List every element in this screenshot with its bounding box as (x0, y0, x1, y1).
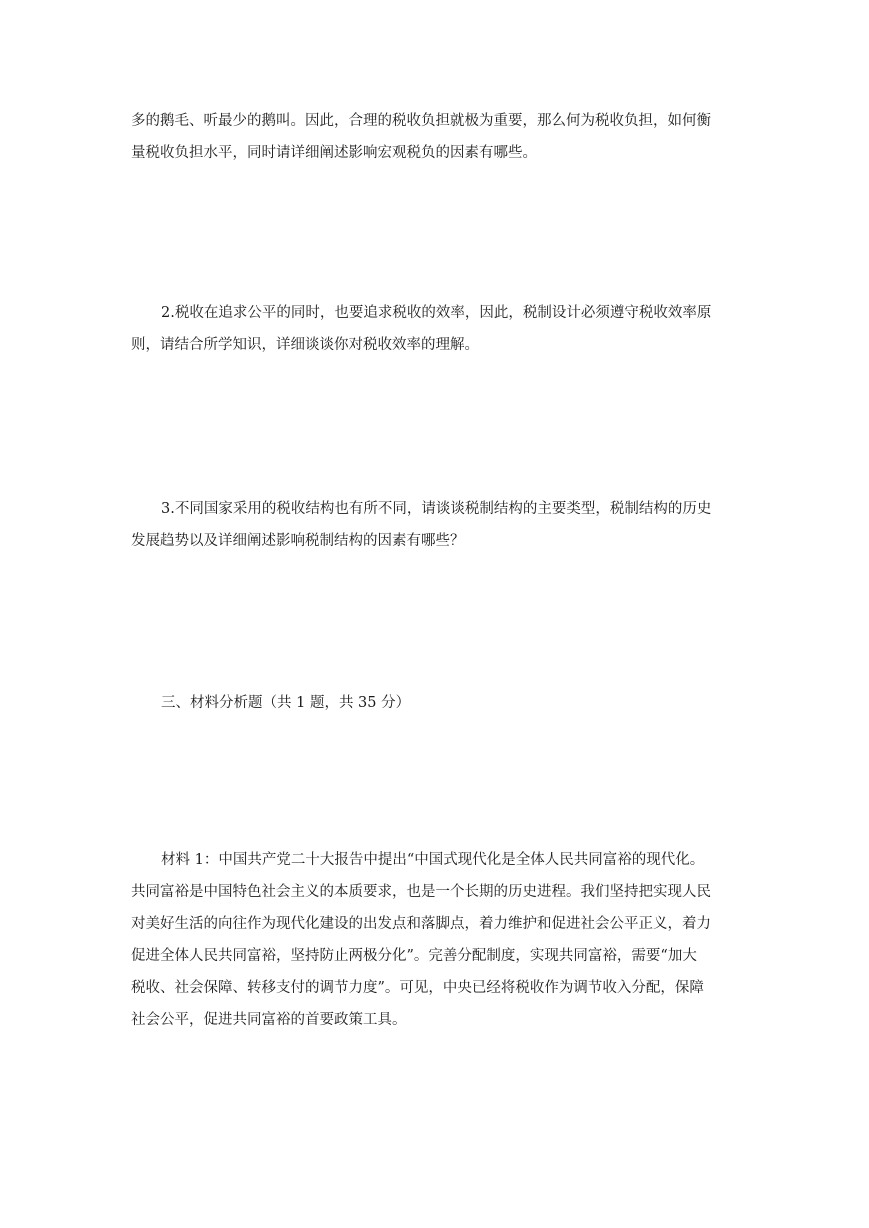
text-line: 社会公平，促进共同富裕的首要政策工具。 (131, 1012, 407, 1028)
text-line: 共同富裕是中国特色社会主义的本质要求，也是一个长期的历史进程。我们坚持把实现人民 (131, 884, 711, 900)
text-line: 多的鹅毛、听最少的鹅叫。因此，合理的税收负担就极为重要，那么何为税收负担，如何衡 (131, 113, 711, 129)
text-line: 则，请结合所学知识，详细谈谈你对税收效率的理解。 (131, 337, 479, 353)
text-line: 量税收负担水平，同时请详细阐述影响宏观税负的因素有哪些。 (131, 145, 537, 161)
section-heading-material-analysis (131, 687, 741, 719)
text-line: 对美好生活的向往作为现代化建设的出发点和落脚点，着力维护和促进社会公平正义，着力 (131, 916, 711, 932)
text-line: 三、材料分析题（共 1 题，共 35 分） (161, 695, 411, 711)
question-2 (131, 297, 741, 361)
text-line: 2.税收在追求公平的同时，也要追求税收的效率，因此，税制设计必须遵守税收效率原 (161, 305, 712, 321)
text-line: 3.不同国家采用的税收结构也有所不同，请谈谈税制结构的主要类型，税制结构的历史 (161, 501, 712, 517)
material-1-paragraph (131, 844, 741, 1036)
question-1-continuation (131, 105, 741, 169)
text-line: 促进全体人民共同富裕，坚持防止两极分化”。完善分配制度，实现共同富裕，需要“加大 (131, 948, 697, 964)
text-line: 发展趋势以及详细阐述影响税制结构的因素有哪些？ (131, 533, 465, 549)
text-line: 税收、社会保障、转移支付的调节力度”。可见，中央已经将税收作为调节收入分配，保障 (131, 980, 704, 996)
text-line: 材料 1：中国共产党二十大报告中提出“中国式现代化是全体人民共同富裕的现代化。 (161, 852, 705, 868)
question-3 (131, 493, 741, 557)
